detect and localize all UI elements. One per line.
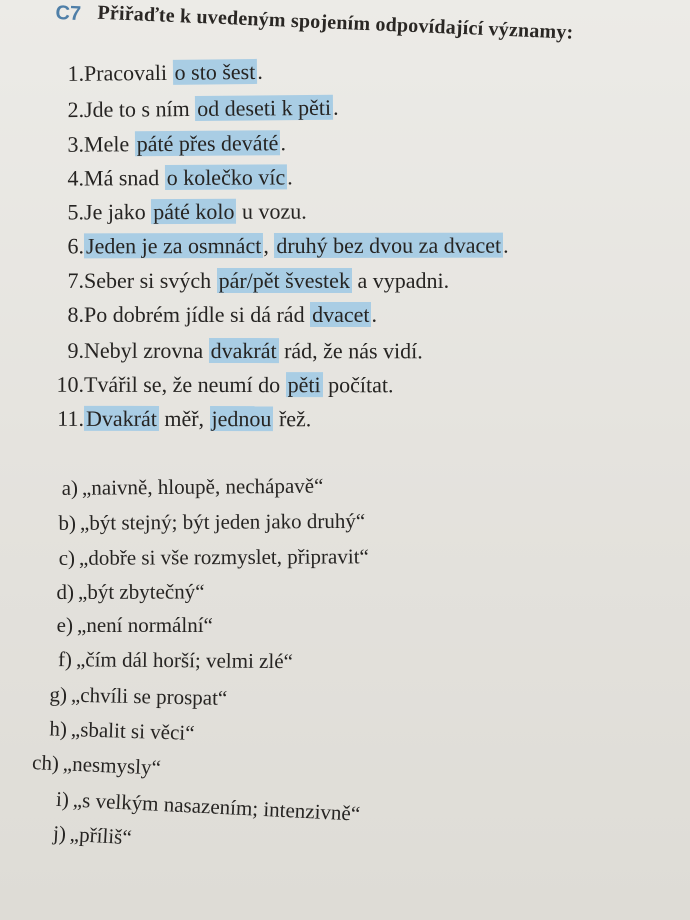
meaning-item [38, 785, 360, 827]
sentence-item [48, 233, 509, 260]
sentence-item [38, 406, 311, 432]
sentence-item [48, 338, 423, 365]
sentence-list [0, 0, 690, 450]
highlighted-phrase: od deseti k pěti [197, 94, 332, 121]
meaning-text: „nesmysly“ [62, 751, 162, 780]
meaning-item [46, 508, 365, 536]
meaning-letter: e) [56, 613, 73, 637]
meaning-item [42, 646, 293, 674]
sentence-text: . [280, 130, 286, 156]
sentence-number: 3. [67, 131, 85, 157]
sentence-item [48, 199, 307, 226]
sentence-number: 1. [67, 60, 85, 86]
sentence-text: . [332, 94, 339, 120]
highlighted-phrase: pěti [287, 372, 321, 398]
meaning-letter: g) [49, 682, 68, 707]
meaning-item [35, 819, 132, 850]
highlighted-phrase: páté přes deváté [136, 130, 279, 157]
meaning-item [45, 543, 369, 571]
sentence-item [48, 130, 286, 158]
sentence-number: 11. [57, 405, 85, 431]
sentence-item [38, 372, 394, 399]
meaning-letter: b) [58, 510, 77, 535]
meaning-letter: ch) [31, 750, 60, 776]
sentence-text: a vypadni. [351, 268, 450, 293]
sentence-number: 5. [67, 199, 85, 225]
highlighted-phrase: jednou [211, 406, 272, 432]
highlighted-phrase: páté kolo [153, 198, 235, 225]
meaning-letter: h) [49, 716, 68, 741]
sentence-text: , [263, 233, 275, 259]
sentence-text: Po dobrém jídle si dá rád [84, 302, 311, 327]
sentence-item [48, 268, 449, 294]
sentence-text: Nebyl zrovna [83, 337, 209, 363]
sentence-item [48, 95, 339, 124]
highlighted-phrase: dvakrát [210, 337, 277, 364]
meaning-text: „chvíli se prospat“ [70, 682, 228, 710]
sentence-text: Jde to s ním [83, 95, 196, 122]
meaning-text: „sbalit si věci“ [70, 717, 195, 745]
meaning-letter: j) [52, 820, 67, 846]
meaning-text: „být zbytečný“ [77, 579, 205, 604]
meaning-letter: c) [58, 545, 76, 570]
sentence-text: . [371, 302, 377, 327]
sentence-text: Seber si svých [84, 268, 217, 293]
sentence-text: řež. [273, 406, 312, 432]
sentence-number: 10. [56, 371, 85, 397]
highlighted-phrase: druhý bez dvou za dvacet [276, 232, 502, 259]
highlighted-phrase: o kolečko víc [166, 164, 286, 191]
sentence-text: rád, že nás vidí. [278, 338, 423, 364]
meaning-text: „s velkým nasazením; intenzivně“ [72, 787, 361, 826]
sentence-text: Mele [83, 131, 135, 157]
highlighted-phrase: Jeden je za osmnáct [84, 233, 263, 258]
sentence-text: Má snad [83, 165, 165, 191]
meaning-item [43, 612, 213, 638]
sentence-number: 8. [67, 302, 84, 327]
meaning-letter: f) [57, 647, 73, 672]
sentence-number: 9. [67, 337, 85, 363]
meaning-item [37, 715, 195, 746]
meaning-text: „naivně, hloupě, nechápavě“ [81, 473, 324, 500]
sentence-number: 7. [67, 268, 84, 293]
meaning-text: „dobře si vše rozmyslet, připravit“ [78, 544, 369, 570]
sentence-text: Pracovali [83, 59, 173, 86]
sentence-text: . [503, 232, 509, 258]
highlighted-phrase: o sto šest [174, 58, 256, 85]
highlighted-phrase: Dvakrát [85, 405, 157, 431]
exercise-instruction: Přiřaďte k uvedeným spojením odpovídající významy: [97, 1, 574, 44]
sentence-text: . [287, 164, 293, 190]
meaning-text: „příliš“ [69, 821, 133, 850]
meaning-text: „čím dál horší; velmi zlé“ [75, 647, 294, 674]
sentence-number: 6. [67, 233, 85, 259]
meaning-item [44, 578, 205, 605]
sentence-text: Je jako [83, 199, 152, 225]
highlighted-phrase: pár/pět švestek [218, 268, 350, 293]
meaning-text: „být stejný; být jeden jako druhý“ [79, 508, 366, 535]
exercise-label: C7 [54, 1, 82, 26]
sentence-number: 2. [67, 96, 85, 123]
meaning-text: „není normální“ [77, 613, 213, 637]
meaning-letter: i) [55, 786, 70, 812]
sentence-text: Tvářil se, že neumí do [83, 371, 286, 398]
sentence-text: měř, [158, 405, 210, 432]
sentence-item [48, 302, 377, 328]
sentence-text: u vozu. [236, 198, 307, 224]
sentence-item [48, 59, 263, 87]
sentence-item [48, 164, 293, 191]
meaning-item [37, 681, 228, 711]
meaning-letter: a) [61, 475, 79, 500]
highlighted-phrase: dvacet [312, 302, 370, 327]
meaning-list [0, 460, 690, 900]
sentence-text: . [257, 58, 263, 84]
meaning-item [48, 473, 324, 501]
sentence-number: 4. [67, 165, 85, 191]
meaning-letter: d) [56, 579, 75, 604]
sentence-text: počítat. [322, 372, 394, 398]
meaning-item [28, 749, 161, 781]
